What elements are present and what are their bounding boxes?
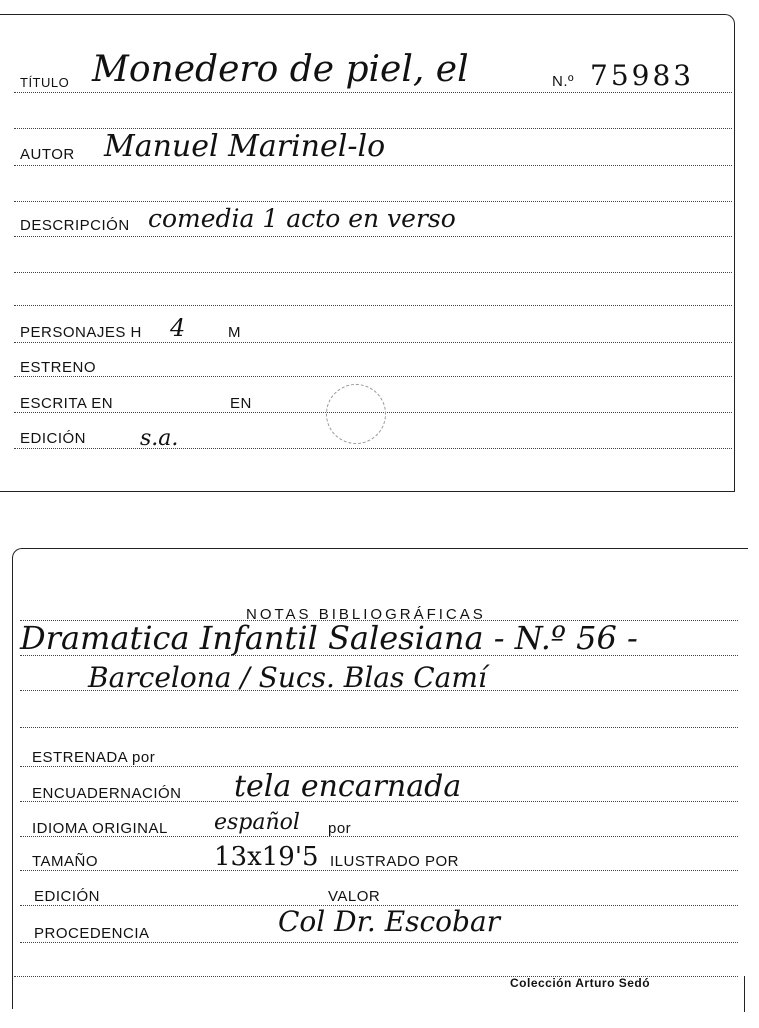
rule-estreno <box>14 376 732 377</box>
titulo-label: TÍTULO <box>20 75 70 90</box>
ilustrado-label: ILUSTRADO POR <box>330 853 460 870</box>
estreno-label: ESTRENO <box>20 359 97 376</box>
por-label: por <box>328 820 352 837</box>
numero-value: 75983 <box>590 59 695 92</box>
rule-notas-4 <box>20 727 738 728</box>
rule-7 <box>14 305 732 306</box>
rule-estrenada <box>20 766 738 767</box>
escrita-en-label: ESCRITA EN <box>20 395 114 412</box>
encuadernacion-label: ENCUADERNACIÓN <box>32 785 182 802</box>
procedencia-value: Col Dr. Escobar <box>278 905 501 938</box>
notas-line-1: Dramatica Infantil Salesiana - N.º 56 - <box>20 619 638 657</box>
numero-label: N.º <box>552 73 574 90</box>
edicion-label-2: EDICIÓN <box>34 888 101 905</box>
edicion-label: EDICIÓN <box>20 430 87 447</box>
notas-line-2: Barcelona / Sucs. Blas Camí <box>88 661 487 694</box>
corner-tick <box>744 976 745 1012</box>
estrenada-label: ESTRENADA por <box>32 749 156 766</box>
tamano-label: TAMAÑO <box>32 853 99 870</box>
rule-4 <box>14 201 732 202</box>
rule-titulo <box>14 92 732 93</box>
idioma-label: IDIOMA ORIGINAL <box>32 820 168 837</box>
rule-descripcion <box>14 236 732 237</box>
idioma-value: español <box>214 810 300 835</box>
stamp-mark <box>326 384 386 444</box>
rule-autor <box>14 165 732 166</box>
personajes-label: PERSONAJES H <box>20 324 142 341</box>
rule-edicion <box>14 448 732 449</box>
rule-6 <box>14 272 732 273</box>
rule-personajes <box>14 342 732 343</box>
valor-label: VALOR <box>328 888 381 905</box>
personajes-h-value: 4 <box>170 314 186 342</box>
tamano-value: 13x19'5 <box>214 842 319 872</box>
personajes-m-label: M <box>228 324 241 341</box>
collection-label: Colección Arturo Sedó <box>510 976 651 990</box>
en-label: EN <box>230 395 252 412</box>
autor-label: AUTOR <box>20 146 75 163</box>
procedencia-label: PROCEDENCIA <box>34 925 150 942</box>
titulo-value: Monedero de piel, el <box>92 49 469 90</box>
rule-tamano <box>20 870 738 871</box>
descripcion-label: DESCRIPCIÓN <box>20 217 130 234</box>
descripcion-value: comedia 1 acto en verso <box>148 204 456 233</box>
autor-value: Manuel Marinel-lo <box>104 129 386 164</box>
notas-heading: NOTAS BIBLIOGRÁFICAS <box>246 606 486 623</box>
edicion-value: s.a. <box>140 426 179 451</box>
rule-procedencia <box>20 942 738 943</box>
encuadernacion-value: tela encarnada <box>234 769 462 804</box>
